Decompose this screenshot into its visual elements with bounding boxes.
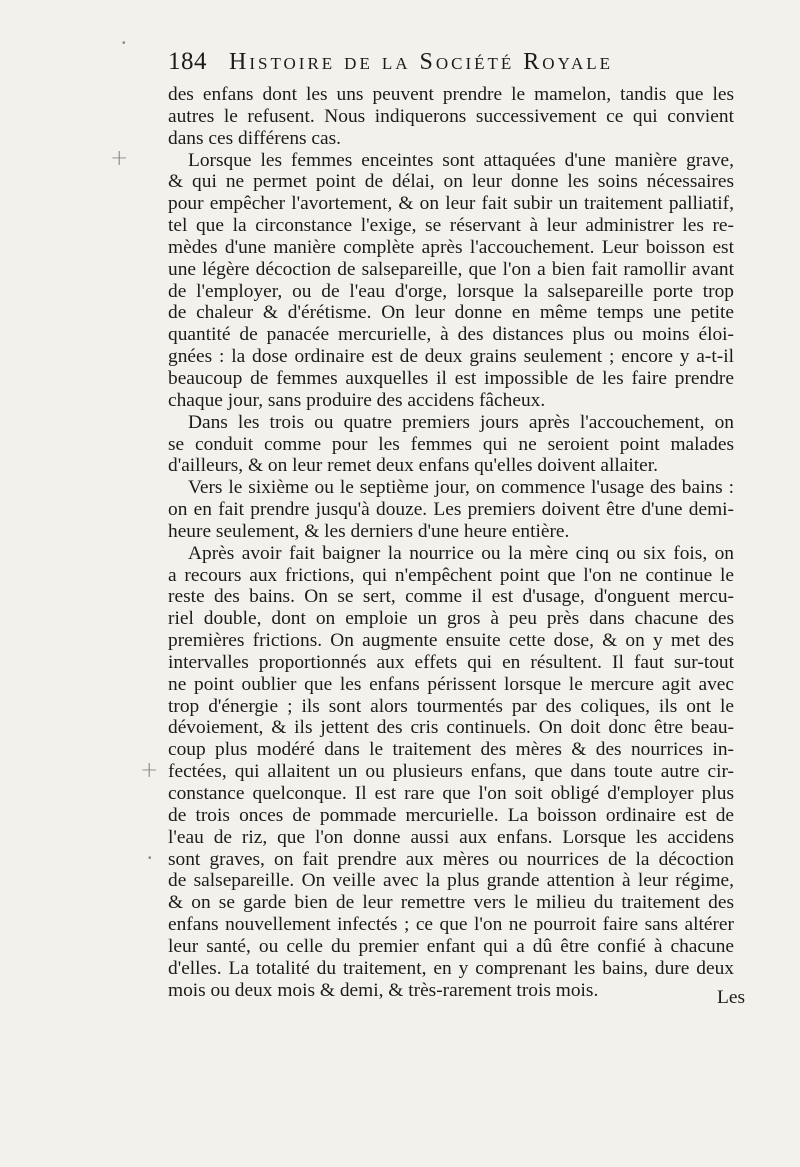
text-line: pour empêcher l'avortement, & on leur fait subir un traitement palliatif,	[168, 193, 734, 215]
text-line: de chaleur & d'érétisme. On leur donne en même temps une petite	[168, 302, 734, 324]
text-line: une légère décoction de salsepareille, que l'on a bien fait ramollir avant	[168, 258, 734, 280]
text-line: tel que la circonstance l'exige, se réservant à leur administrer les re-	[168, 215, 734, 237]
text-line: de salsepareille. On veille avec la plus grande attention à leur régime,	[168, 870, 734, 892]
text-line: chaque jour, sans produire des accidens fâcheux.	[168, 389, 546, 411]
text-line: dévoiement, & ils jettent des cris continuels. On doit donc être beau-	[168, 717, 734, 739]
paragraph	[168, 150, 734, 412]
text-line: constance quelconque. Il est rare que l'on soit obligé d'employer plus	[168, 783, 734, 804]
body-text	[168, 84, 734, 1001]
text-line: de trois onces de pommade mercurielle. La boisson ordinaire est de	[168, 804, 734, 826]
paragraph	[168, 543, 734, 1002]
text-line: dans ces différens cas.	[168, 127, 342, 149]
text-line: Dans les trois ou quatre premiers jours après l'accouchement, on	[188, 411, 734, 433]
text-line: beaucoup de femmes auxquelles il est impossible de les faire prendre	[168, 367, 734, 389]
margin-dot-mark: •	[148, 853, 152, 864]
text-line: enfans nouvellement infectés ; ce que l'on ne pourroit faire sans altérer	[168, 914, 734, 936]
text-line: gnées : la dose ordinaire est de deux grains seulement ; encore y a-t-il	[168, 346, 734, 368]
text-line: premières frictions. On augmente ensuite cette dose, & on y met des	[168, 630, 734, 652]
text-line: heure seulement, & les derniers d'une heure entière.	[168, 520, 570, 542]
text-line: & qui ne permet point de délai, on leur donne les soins nécessaires	[168, 171, 734, 193]
paragraph	[168, 84, 734, 150]
text-line: d'ailleurs, & on leur remet deux enfans qu'elles doivent allaiter.	[168, 455, 658, 477]
text-line: mois ou deux mois & demi, & très-rarement trois mois.	[168, 979, 599, 1001]
text-line: mèdes d'une manière complète après l'accouchement. Leur boisson est	[168, 236, 734, 258]
paragraph	[168, 477, 734, 543]
text-line: a recours aux frictions, qui n'empêchent point que l'on ne continue le	[168, 564, 734, 586]
paragraph	[168, 412, 734, 478]
text-line: coup plus modéré dans le traitement des mères & des nourrices in-	[168, 739, 734, 761]
margin-cross-mark: +	[140, 758, 159, 783]
text-line: se conduit comme pour les femmes qui ne seroient point malades	[168, 433, 734, 455]
text-line: fectées, qui allaitent un ou plusieurs enfans, que dans toute autre cir-	[168, 761, 734, 783]
text-line: Vers le sixième ou le septième jour, on commence l'usage des bains :	[188, 477, 734, 499]
text-line: ne point oublier que les enfans périssent lorsque le mercure agit avec	[168, 673, 734, 695]
text-line: intervalles proportionnés aux effets qui en résultent. Il faut sur-tout	[168, 651, 734, 673]
text-line: on en fait prendre jusqu'à douze. Les premiers doivent être d'une demi-	[168, 499, 734, 521]
text-line: trop d'énergie ; ils sont alors tourmentés par des coliques, ils ont le	[168, 695, 734, 717]
catchword: Les	[717, 987, 745, 1008]
text-line: autres le refusent. Nous indiquerons successivement ce qui convient	[168, 105, 734, 127]
text-line: reste des bains. On se sert, comme il est d'usage, d'onguent mercu-	[168, 586, 734, 608]
text-line: l'eau de riz, que l'on donne aussi aux enfans. Lorsque les accidens	[168, 826, 734, 848]
text-line: des enfans dont les uns peuvent prendre le mamelon, tandis que les	[168, 84, 734, 105]
text-line: de l'employer, ou de l'eau d'orge, lorsque la salsepareille porte trop	[168, 280, 734, 302]
text-line: quantité de panacée mercurielle, à des distances plus ou moins éloi-	[168, 324, 734, 346]
text-line: d'elles. La totalité du traitement, en y comprenant les bains, dure deux	[168, 957, 734, 979]
page-number: 184	[168, 48, 207, 75]
text-line: Après avoir fait baigner la nourrice ou la mère cinq ou six fois, on	[188, 542, 734, 564]
text-line: & on se garde bien de leur remettre vers le milieu du traitement des	[168, 892, 734, 914]
margin-dot-mark: •	[122, 38, 126, 49]
text-line: riel double, dont on emploie un gros à peu près dans chacune des	[168, 608, 734, 630]
page-header	[168, 48, 708, 82]
margin-cross-mark: +	[110, 146, 129, 171]
text-line: Lorsque les femmes enceintes sont attaquées d'une manière grave,	[188, 149, 734, 171]
text-line: leur santé, ou celle du premier enfant qui a dû être confié à chacune	[168, 935, 734, 957]
running-title: Histoire de la Société Royale	[229, 49, 614, 75]
text-line: sont graves, on fait prendre aux mères ou nourrices de la décoction	[168, 848, 734, 870]
